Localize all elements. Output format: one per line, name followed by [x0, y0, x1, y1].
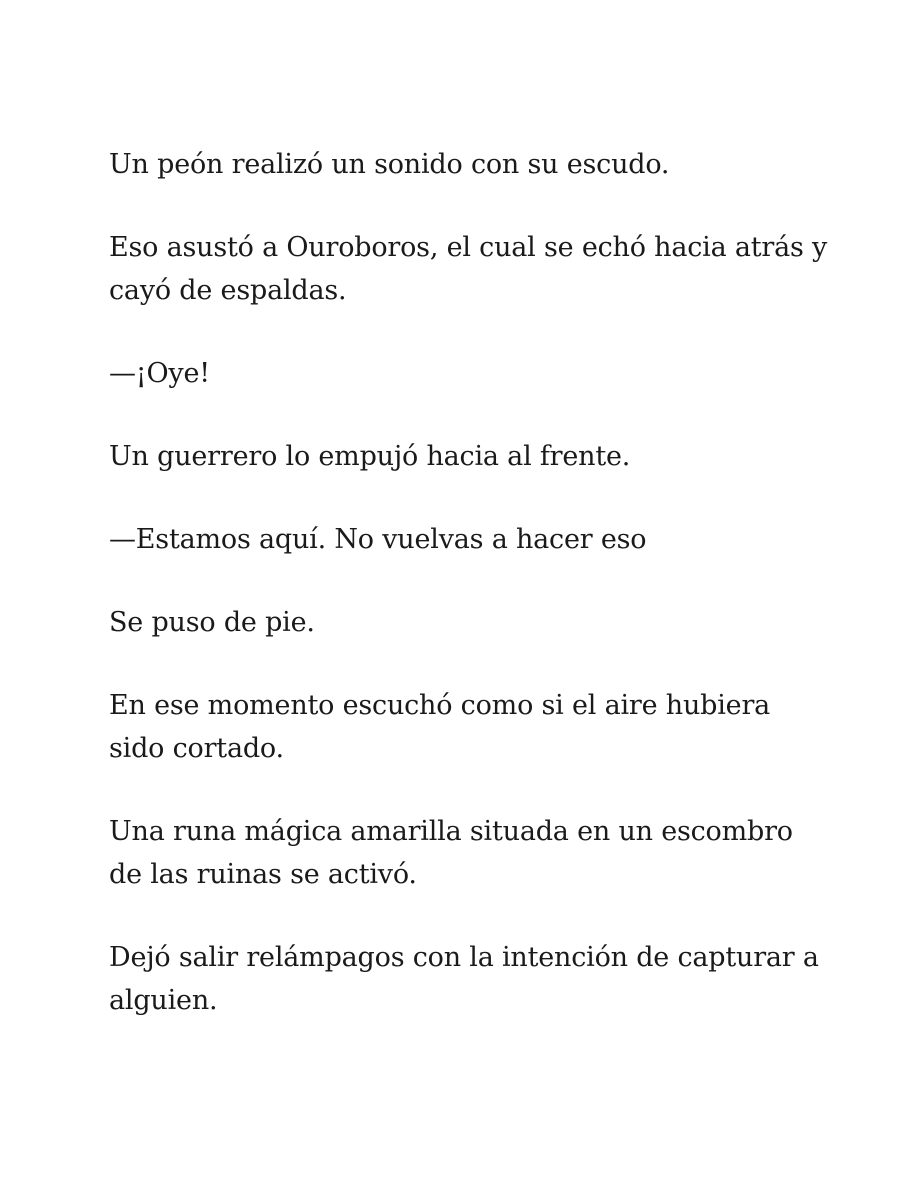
paragraph-2: Eso asustó a Ouroboros, el cual se echó hacia atrás y cayó de espaldas. [109, 232, 828, 306]
reading-page [109, 143, 829, 1022]
paragraph-4: Un guerrero lo empujó hacia al frente. [109, 441, 631, 472]
paragraph-3: —¡Oye! [109, 358, 210, 389]
paragraph-1: Un peón realizó un sonido con su escudo. [109, 149, 670, 180]
paragraph-6: Se puso de pie. [109, 607, 315, 638]
paragraph-7: En ese momento escuchó como si el aire hubiera sido cortado. [109, 690, 771, 764]
paragraph-9: Dejó salir relámpagos con la intención de capturar a alguien. [109, 942, 819, 1016]
paragraph-8: Una runa mágica amarilla situada en un escombro de las ruinas se activó. [109, 816, 793, 890]
paragraph-5: —Estamos aquí. No vuelvas a hacer eso [109, 524, 647, 555]
